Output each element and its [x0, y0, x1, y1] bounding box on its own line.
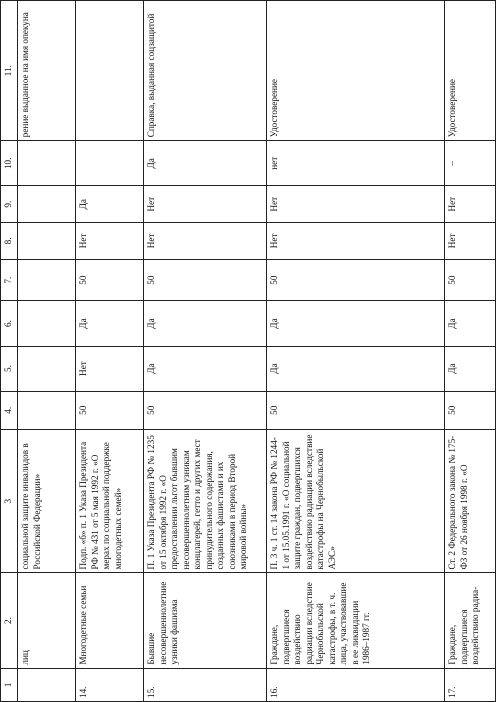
document-cell: Удостоверение [267, 1, 445, 141]
value-cell-7: 50 [144, 259, 267, 301]
header-cell-7: 7. [1, 259, 18, 301]
category-cell: Граждане, подвергшиеся воздействию радиа- [445, 573, 496, 668]
value-cell-10 [76, 141, 144, 186]
header-cell-5: 5. [1, 346, 18, 391]
value-cell-7: 50 [445, 259, 496, 301]
value-cell-9: Да [76, 186, 144, 223]
cont-cell-7 [18, 259, 76, 301]
legal-basis-cell: П. 1 Указа Президента РФ № 1235 от 15 октября 1992 г. «О предоставлении льгот бывшим несовершеннолетним узникам концлагерей, гетто и других мест принудительного содержания, созданных фашистами и их союзниками в период Второй мировой войны» [144, 429, 267, 573]
cont-basis-cell: социальной защите инвалидов в Российской Федерации» [18, 429, 76, 573]
value-cell-4: 50 [144, 391, 267, 429]
value-cell-5: Да [267, 346, 445, 391]
cont-cell-9 [18, 186, 76, 223]
value-cell-8: Нет [76, 223, 144, 260]
header-cell-6: 6. [1, 301, 18, 346]
cont-cell-5 [18, 346, 76, 391]
cont-document-cell: рение выданное на имя опекуна [18, 1, 76, 141]
value-cell-4: 50 [76, 391, 144, 429]
value-cell-10: нет [267, 141, 445, 186]
continuation-row [18, 1, 76, 702]
cont-cell-10 [18, 141, 76, 186]
category-cell: Бывшие несовершеннолетние узники фашизма [144, 573, 267, 668]
cont-cell-4 [18, 391, 76, 429]
value-cell-7: 50 [267, 259, 445, 301]
document-cell: Удостоверение [445, 1, 496, 141]
header-cell-1: 1 [1, 668, 18, 701]
document-cell: Справка, выданная соцзащитой [144, 1, 267, 141]
table-row [267, 1, 445, 702]
document-cell [76, 1, 144, 141]
value-cell-5: Да [445, 346, 496, 391]
value-cell-10: – [445, 141, 496, 186]
value-cell-9: Нет [267, 186, 445, 223]
header-cell-4: 4. [1, 391, 18, 429]
row-number-cell: 16. [267, 668, 445, 701]
value-cell-8: Нет [267, 223, 445, 260]
table-row [144, 1, 267, 702]
value-cell-9: Нет [144, 186, 267, 223]
value-cell-6: Да [144, 301, 267, 346]
value-cell-8: Нет [445, 223, 496, 260]
value-cell-5: Нет [76, 346, 144, 391]
cont-num-cell [18, 668, 76, 701]
value-cell-4: 50 [445, 391, 496, 429]
category-cell: Многодетные семьи [76, 573, 144, 668]
value-cell-10: Да [144, 141, 267, 186]
header-cell-8: 8. [1, 223, 18, 260]
cont-category-cell: лиц [18, 573, 76, 668]
table-body [1, 1, 496, 702]
header-cell-3: 3 [1, 429, 18, 573]
value-cell-9: Нет [445, 186, 496, 223]
cont-cell-8 [18, 223, 76, 260]
legal-basis-cell: Ст. 2 Федерального закона № 175-ФЗ от 26 ноября 1998 г. «О [445, 429, 496, 573]
cont-cell-6 [18, 301, 76, 346]
value-cell-5: Да [144, 346, 267, 391]
table-row [76, 1, 144, 702]
value-cell-6: Да [76, 301, 144, 346]
header-cell-9: 9. [1, 186, 18, 223]
row-number-cell: 15. [144, 668, 267, 701]
row-number-cell: 17. [445, 668, 496, 701]
legal-basis-cell: П. 3 ч. 1 ст. 14 закона РФ № 1244-1 от 15.05.1991 г. «О социальной защите граждан, подвергшихся воздействию радиации вследствие катастрофы на Чернобыльской АЭС» [267, 429, 445, 573]
table-row [445, 1, 496, 702]
value-cell-4: 50 [267, 391, 445, 429]
value-cell-7: 50 [76, 259, 144, 301]
value-cell-8: Нет [144, 223, 267, 260]
row-number-cell: 14. [76, 668, 144, 701]
header-cell-11: 11. [1, 1, 18, 141]
header-cell-10: 10. [1, 141, 18, 186]
category-cell: Граждане, подвергшиеся воздействию радиации вследствие Чернобыльской катастрофы, в т. ч. лица, участвовавшие в ее ликвидации 1986–1987 гг. [267, 573, 445, 668]
value-cell-6: Да [267, 301, 445, 346]
header-row [1, 1, 18, 702]
legal-basis-cell: Подп. «б» п. 1 Указа Президента РФ № 431 от 5 мая 1992 г. «О мерах по социальной поддержке многодетных семей» [76, 429, 144, 573]
value-cell-6: Да [445, 301, 496, 346]
header-cell-2: 2. [1, 573, 18, 668]
